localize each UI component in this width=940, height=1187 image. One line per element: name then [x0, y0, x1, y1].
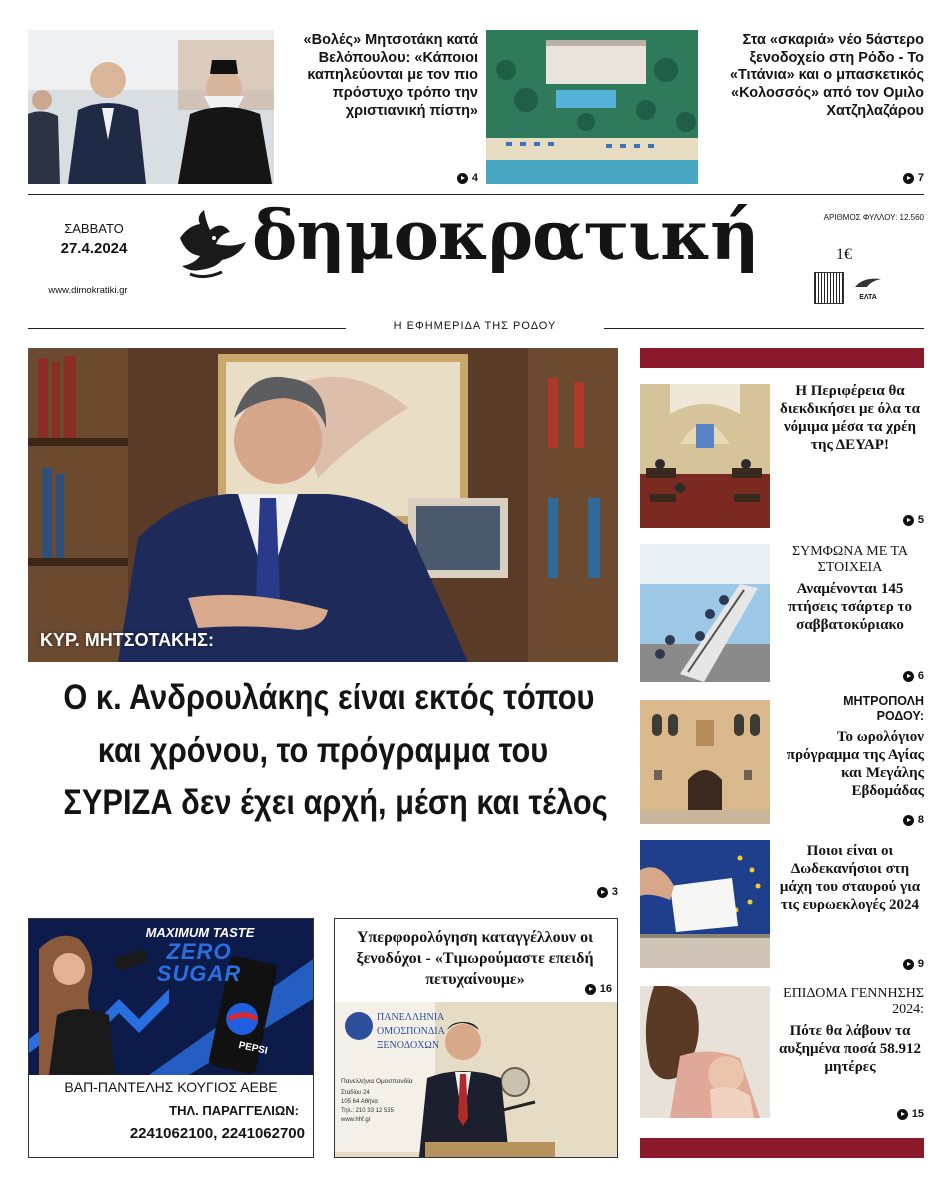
sidebar-page-ref-2[interactable]: 6: [870, 670, 924, 682]
teaser-right-headline[interactable]: Στα «σκαριά» νέο 5άστερο ξενοδοχείο στη Ρόδο - Το «Τιτάνια» και ο μπασκετικός «Κολοσσός» από τον Ομιλο Χατζηλαζάρου: [729, 32, 924, 119]
ad-company: ΒΑΠ-ΠΑΝΤΕΛΗΣ ΚΟΥΓΙΟΣ ΑΕΒΕ: [64, 1079, 278, 1095]
sidebar-photo-ballot: [640, 840, 770, 968]
sidebar-photo-mother: [640, 986, 770, 1118]
sidebar-headline-4[interactable]: Ποιοι είναι οι Δωδεκανήσιοι στη μάχη του σταυρού για τις ευρωεκλογές 2024: [779, 843, 921, 913]
sidebar-kicker-5: ΕΠΙΔΟΜΑ ΓΕΝΝΗΣΗΣ 2024:: [783, 986, 924, 1018]
sidebar-page-ref-4[interactable]: 9: [870, 958, 924, 970]
masthead-issue: ΑΡΙΘΜΟΣ ΦΥΛΛΟΥ: 12.560: [823, 213, 924, 222]
teaser-right-page-ref[interactable]: 7: [866, 172, 924, 184]
tagline-rule-left: [28, 328, 346, 329]
teaser-left-headline[interactable]: «Βολές» Μητσοτάκη κατά Βελόπουλου: «Κάποιοι καπηλεύονται με τον πιο πρόστυχο τρόπο την χριστιανική πίστη»: [303, 32, 478, 119]
dove-logo-icon: [170, 208, 250, 290]
tagline-rule-right: [604, 328, 924, 329]
lead-headline-line-1: Ο κ. Ανδρουλάκης είναι εκτός τόπου: [63, 678, 595, 717]
card-address: Σταδίου 24: [341, 1090, 370, 1096]
ad-phone-label: ΤΗΛ. ΠΑΡΑΓΓΕΛΙΩΝ:: [169, 1103, 299, 1118]
elta-label: ΕΛΤΑ: [859, 294, 877, 301]
sidebar-headline-5[interactable]: Πότε θα λάβουν τα αυξημένα ποσά 58.912 μητέρες: [778, 1023, 922, 1075]
top-divider: [28, 194, 924, 195]
lead-headline[interactable]: [63, 672, 608, 830]
ad-phones: 2241062100, 2241062700: [129, 1125, 305, 1142]
arrow-icon: [903, 671, 914, 682]
sidebar-page-ref-5[interactable]: 15: [870, 1108, 924, 1120]
teaser-right-photo: [486, 30, 698, 184]
lead-photo: [28, 348, 618, 662]
elta-badge: [850, 276, 886, 300]
sidebar-headline-1[interactable]: Η Περιφέρεια θα διεκδικήσει με όλα τα νόμιμα μέσα τα χρέη της ΔΕΥΑΡ!: [780, 383, 920, 453]
arrow-icon: [897, 1109, 908, 1120]
sidebar-headline-2[interactable]: Αναμένονται 145 πτήσεις τσάρτερ το σαββατοκύριακο: [788, 581, 912, 633]
sidebar-kicker-3: ΜΗΤΡΟΠΟΛΗ ΡΟΔΟΥ:: [843, 694, 924, 723]
lead-headline-line-3: ΣΥΡΙΖΑ δεν έχει αρχή, μέση και τέλος: [63, 783, 608, 822]
sidebar-page-ref-3[interactable]: 8: [870, 814, 924, 826]
arrow-icon: [903, 173, 914, 184]
ad-slogan: MAXIMUM TASTE: [145, 925, 255, 940]
arrow-icon: [585, 984, 596, 995]
sidebar-photo-metropolis: [640, 700, 770, 824]
ad-product-1: ZERO: [166, 939, 232, 964]
ad-product-2: SUGAR: [156, 961, 242, 986]
sidebar-bottom-bar: [640, 1138, 924, 1158]
sidebar-photo-council: [640, 384, 770, 528]
arrow-icon: [597, 887, 608, 898]
masthead-website[interactable]: www.dimokratiki.gr: [48, 285, 128, 296]
ad-brand: PEPSI: [237, 1040, 269, 1057]
masthead-date: 27.4.2024: [60, 240, 128, 257]
arrow-icon: [457, 173, 468, 184]
sidebar-top-bar: [640, 348, 924, 368]
barcode-icon: [814, 272, 844, 304]
sidebar-page-ref-1[interactable]: 5: [870, 514, 924, 526]
sidebar-photo-flights: [640, 544, 770, 682]
masthead-title: δημοκρατική: [252, 196, 759, 276]
arrow-icon: [903, 815, 914, 826]
teaser-left-page-ref[interactable]: 4: [420, 172, 478, 184]
pepsi-ad[interactable]: [28, 918, 314, 1158]
sidebar-headline-3[interactable]: Το ωρολόγιον πρόγραμμα της Αγίας και Μεγάλης Εβδομάδας: [786, 729, 924, 799]
bottom-story-photo: [335, 1002, 617, 1157]
arrow-icon: [903, 515, 914, 526]
lead-headline-line-2: και χρόνου, το πρόγραμμα του: [97, 730, 549, 770]
arrow-icon: [903, 959, 914, 970]
banner-line-2: ΟΜΟΣΠΟΝΔΙΑ: [377, 1026, 445, 1037]
masthead-tagline: Η ΕΦΗΜΕΡΙΔΑ ΤΗΣ ΡΟΔΟΥ: [393, 320, 557, 332]
banner-line-3: ΞΕΝΟΔΟΧΩΝ: [377, 1040, 440, 1051]
card-phone: Τηλ.: 210 33 12 535: [341, 1108, 394, 1114]
bottom-story-page-ref[interactable]: 16: [560, 983, 612, 995]
card-web: www.hhf.gr: [341, 1117, 371, 1123]
bottom-story-headline[interactable]: Υπερφορολόγηση καταγγέλλουν οι ξενοδόχοι - «Τιμωρούμαστε επειδή πετυχαίνουμε»: [356, 929, 594, 988]
masthead-price: 1€: [836, 246, 852, 263]
teaser-left-photo: [28, 30, 274, 184]
card-title: Πανελλήνια Ομοσπονδία: [341, 1078, 413, 1085]
lead-kicker: ΚΥΡ. ΜΗΤΣΟΤΑΚΗΣ:: [40, 630, 214, 650]
pepsi-ad-visual: [29, 919, 313, 1075]
banner-line-1: ΠΑΝΕΛΛΗΝΙΑ: [377, 1012, 445, 1023]
masthead-day: ΣΑΒΒΑΤΟ: [64, 221, 124, 236]
bird-icon: [853, 277, 883, 289]
lead-page-ref[interactable]: 3: [560, 886, 618, 898]
card-city: 105 64 Αθήνα: [341, 1099, 378, 1105]
sidebar-kicker-2: ΣΥΜΦΩΝΑ ΜΕ ΤΑ ΣΤΟΙΧΕΙΑ: [791, 544, 909, 576]
